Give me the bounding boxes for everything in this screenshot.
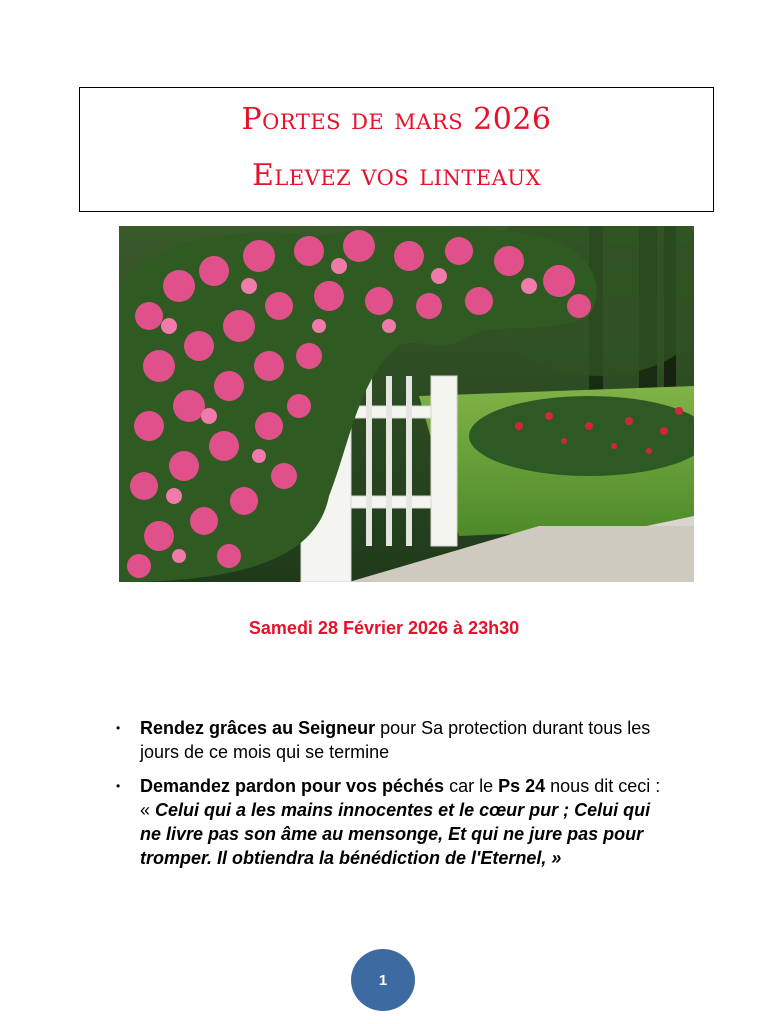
- event-date: Samedi 28 Février 2026 à 23h30: [248, 618, 520, 638]
- bullet: •: [116, 779, 121, 793]
- bullet: •: [116, 721, 121, 735]
- item-2-bold: Demandez pardon pour vos péchés: [140, 776, 445, 796]
- title-line-1: Portes de mars 2026: [241, 102, 552, 137]
- instruction-list: [114, 716, 674, 880]
- item-2-text-2: nous dit ceci : «: [140, 776, 661, 820]
- psalm-reference: Ps 24: [498, 776, 546, 796]
- title-line-2: Elevez vos linteaux: [252, 158, 541, 193]
- psalm-quote: Celui qui a les mains innocentes et le cœur pur ; Celui qui ne livre pas son âme au mensonge, Et qui ne jure pas pour tromper. Il obtiendra la bénédiction de l'Eternel, »: [140, 800, 651, 868]
- item-1-text: pour Sa protection durant tous les jours de ce mois qui se termine: [140, 718, 651, 762]
- item-1-bold: Rendez grâces au Seigneur: [140, 718, 376, 738]
- page-number-badge: 1: [351, 949, 415, 1011]
- title-box: [79, 87, 714, 212]
- list-item: [114, 716, 674, 764]
- item-2-text: car le: [444, 776, 499, 796]
- rose-arch-garden-photo: [119, 226, 694, 582]
- list-item: [114, 774, 674, 870]
